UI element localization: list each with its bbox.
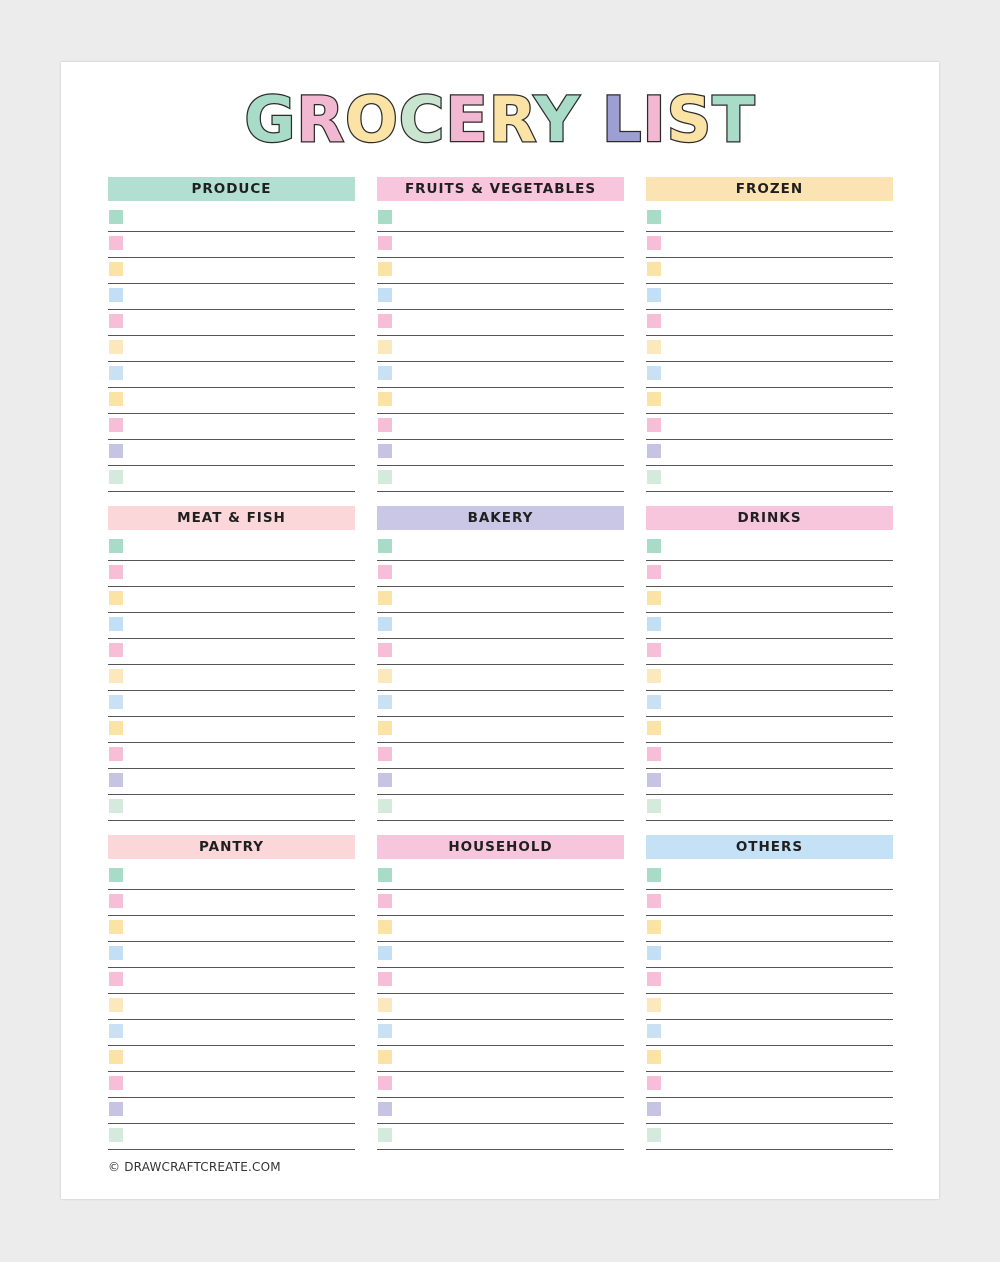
list-item[interactable]: [108, 717, 355, 743]
checkbox[interactable]: [647, 894, 661, 908]
checkbox[interactable]: [647, 591, 661, 605]
checkbox[interactable]: [378, 314, 392, 328]
checkbox[interactable]: [378, 1128, 392, 1142]
list-item[interactable]: [646, 691, 893, 717]
section-header: OTHERS: [646, 835, 893, 859]
list-item[interactable]: [108, 1046, 355, 1072]
checkbox[interactable]: [109, 262, 123, 276]
list-item[interactable]: [646, 890, 893, 916]
list-item[interactable]: [646, 743, 893, 769]
title-letter: O: [345, 83, 399, 156]
list-item[interactable]: [108, 691, 355, 717]
checkbox[interactable]: [378, 1102, 392, 1116]
list-item[interactable]: [646, 414, 893, 440]
checkbox[interactable]: [109, 799, 123, 813]
item-list: [108, 864, 355, 1150]
title-letter: I: [642, 83, 667, 156]
title-letter: E: [445, 83, 489, 156]
item-list: [108, 535, 355, 821]
checkbox[interactable]: [378, 565, 392, 579]
checkbox[interactable]: [647, 565, 661, 579]
checkbox[interactable]: [378, 1076, 392, 1090]
checkbox[interactable]: [647, 392, 661, 406]
checkbox[interactable]: [109, 392, 123, 406]
list-item[interactable]: [108, 310, 355, 336]
checkbox[interactable]: [378, 669, 392, 683]
checkbox[interactable]: [109, 539, 123, 553]
checkbox[interactable]: [647, 366, 661, 380]
list-item[interactable]: [646, 440, 893, 466]
checkbox[interactable]: [378, 868, 392, 882]
list-item[interactable]: [646, 362, 893, 388]
checkbox[interactable]: [109, 868, 123, 882]
section-produce: [108, 177, 355, 492]
section-bakery: [377, 506, 624, 821]
list-item[interactable]: [108, 336, 355, 362]
list-item[interactable]: [377, 587, 624, 613]
title-letter: R: [296, 83, 346, 156]
item-list: [377, 206, 624, 492]
checkbox[interactable]: [647, 868, 661, 882]
list-item[interactable]: [377, 466, 624, 492]
list-item[interactable]: [377, 310, 624, 336]
checkbox[interactable]: [378, 444, 392, 458]
checkbox[interactable]: [647, 972, 661, 986]
checkbox[interactable]: [109, 1050, 123, 1064]
checkbox[interactable]: [378, 1024, 392, 1038]
list-item[interactable]: [646, 310, 893, 336]
list-item[interactable]: [108, 466, 355, 492]
list-item[interactable]: [108, 613, 355, 639]
checkbox[interactable]: [378, 643, 392, 657]
list-item[interactable]: [377, 613, 624, 639]
checkbox[interactable]: [647, 1076, 661, 1090]
checkbox[interactable]: [109, 747, 123, 761]
list-item[interactable]: [108, 769, 355, 795]
checkbox[interactable]: [378, 1050, 392, 1064]
checkbox[interactable]: [109, 314, 123, 328]
list-item[interactable]: [108, 1020, 355, 1046]
list-item[interactable]: [646, 639, 893, 665]
checkbox[interactable]: [647, 444, 661, 458]
list-item[interactable]: [108, 795, 355, 821]
list-item[interactable]: [108, 535, 355, 561]
checkbox[interactable]: [647, 236, 661, 250]
checkbox[interactable]: [109, 643, 123, 657]
list-item[interactable]: [646, 466, 893, 492]
section-header: FRUITS & VEGETABLES: [377, 177, 624, 201]
checkbox[interactable]: [647, 288, 661, 302]
list-item[interactable]: [377, 362, 624, 388]
checkbox[interactable]: [109, 210, 123, 224]
list-item[interactable]: [377, 440, 624, 466]
checkbox[interactable]: [647, 998, 661, 1012]
section-household: [377, 835, 624, 1150]
list-item[interactable]: [646, 561, 893, 587]
checkbox[interactable]: [378, 972, 392, 986]
list-item[interactable]: [646, 795, 893, 821]
checkbox[interactable]: [378, 210, 392, 224]
list-item[interactable]: [108, 890, 355, 916]
list-item[interactable]: [108, 916, 355, 942]
list-item[interactable]: [108, 864, 355, 890]
list-item[interactable]: [377, 258, 624, 284]
list-item[interactable]: [646, 1046, 893, 1072]
section-header: DRINKS: [646, 506, 893, 530]
list-item[interactable]: [646, 1124, 893, 1150]
list-item[interactable]: [377, 414, 624, 440]
checkbox[interactable]: [378, 946, 392, 960]
checkbox[interactable]: [647, 773, 661, 787]
checkbox[interactable]: [378, 539, 392, 553]
list-item[interactable]: [108, 994, 355, 1020]
checkbox[interactable]: [647, 340, 661, 354]
section-header: PRODUCE: [108, 177, 355, 201]
checkbox[interactable]: [109, 1024, 123, 1038]
checkbox[interactable]: [647, 418, 661, 432]
checkbox[interactable]: [378, 799, 392, 813]
list-item[interactable]: [108, 232, 355, 258]
list-item[interactable]: [108, 743, 355, 769]
checkbox[interactable]: [109, 920, 123, 934]
checkbox[interactable]: [647, 643, 661, 657]
list-item[interactable]: [377, 1124, 624, 1150]
checkbox[interactable]: [378, 721, 392, 735]
list-item[interactable]: [108, 1072, 355, 1098]
list-item[interactable]: [108, 587, 355, 613]
list-item[interactable]: [377, 1072, 624, 1098]
checkbox[interactable]: [378, 392, 392, 406]
checkbox[interactable]: [109, 591, 123, 605]
checkbox[interactable]: [109, 1102, 123, 1116]
list-item[interactable]: [377, 942, 624, 968]
checkbox[interactable]: [109, 695, 123, 709]
list-item[interactable]: [646, 994, 893, 1020]
list-item[interactable]: [108, 942, 355, 968]
checkbox[interactable]: [378, 236, 392, 250]
checkbox[interactable]: [647, 539, 661, 553]
checkbox[interactable]: [647, 669, 661, 683]
list-item[interactable]: [646, 232, 893, 258]
list-item[interactable]: [108, 1098, 355, 1124]
list-item[interactable]: [377, 206, 624, 232]
list-item[interactable]: [377, 639, 624, 665]
list-item[interactable]: [377, 795, 624, 821]
checkbox[interactable]: [109, 669, 123, 683]
list-item[interactable]: [108, 284, 355, 310]
section-header: HOUSEHOLD: [377, 835, 624, 859]
checkbox[interactable]: [378, 920, 392, 934]
list-item[interactable]: [646, 587, 893, 613]
list-item[interactable]: [108, 639, 355, 665]
checkbox[interactable]: [647, 617, 661, 631]
list-item[interactable]: [377, 665, 624, 691]
list-item[interactable]: [646, 336, 893, 362]
list-item[interactable]: [377, 864, 624, 890]
checkbox[interactable]: [378, 998, 392, 1012]
list-item[interactable]: [377, 968, 624, 994]
item-list: [377, 535, 624, 821]
checkbox[interactable]: [109, 1128, 123, 1142]
list-item[interactable]: [377, 717, 624, 743]
checkbox[interactable]: [647, 946, 661, 960]
section-header: MEAT & FISH: [108, 506, 355, 530]
section-fruits-vegetables: [377, 177, 624, 492]
list-item[interactable]: [646, 968, 893, 994]
checkbox[interactable]: [109, 617, 123, 631]
list-item[interactable]: [377, 1046, 624, 1072]
list-item[interactable]: [646, 942, 893, 968]
checkbox[interactable]: [109, 565, 123, 579]
list-item[interactable]: [377, 336, 624, 362]
list-item[interactable]: [377, 916, 624, 942]
checkbox[interactable]: [109, 340, 123, 354]
checkbox[interactable]: [378, 773, 392, 787]
checkbox[interactable]: [647, 470, 661, 484]
checkbox[interactable]: [109, 366, 123, 380]
list-item[interactable]: [108, 665, 355, 691]
item-list: [646, 206, 893, 492]
checkbox[interactable]: [378, 470, 392, 484]
list-item[interactable]: [646, 613, 893, 639]
checkbox[interactable]: [647, 210, 661, 224]
list-item[interactable]: [377, 1020, 624, 1046]
checkbox[interactable]: [109, 946, 123, 960]
list-item[interactable]: [646, 284, 893, 310]
checkbox[interactable]: [109, 418, 123, 432]
list-item[interactable]: [377, 769, 624, 795]
title-letter: T: [712, 83, 756, 156]
checkbox[interactable]: [378, 591, 392, 605]
title-letter: L: [601, 83, 643, 156]
checkbox[interactable]: [647, 747, 661, 761]
checkbox[interactable]: [647, 799, 661, 813]
list-item[interactable]: [646, 717, 893, 743]
list-item[interactable]: [646, 769, 893, 795]
title-letter: G: [244, 83, 297, 156]
title-letter: C: [398, 83, 446, 156]
checkbox[interactable]: [109, 998, 123, 1012]
checkbox[interactable]: [378, 617, 392, 631]
checkbox[interactable]: [109, 1076, 123, 1090]
list-item[interactable]: [646, 1098, 893, 1124]
section-frozen: [646, 177, 893, 492]
checkbox[interactable]: [109, 773, 123, 787]
item-list: [646, 535, 893, 821]
copyright-footer: © DRAWCRAFTCREATE.COM: [108, 1160, 281, 1174]
checkbox[interactable]: [647, 314, 661, 328]
section-header: BAKERY: [377, 506, 624, 530]
checkbox[interactable]: [647, 695, 661, 709]
list-item[interactable]: [108, 968, 355, 994]
checkbox[interactable]: [109, 721, 123, 735]
list-item[interactable]: [108, 258, 355, 284]
checkbox[interactable]: [647, 1102, 661, 1116]
list-item[interactable]: [377, 994, 624, 1020]
page-title: [0, 84, 1000, 156]
list-item[interactable]: [377, 743, 624, 769]
checkbox[interactable]: [647, 262, 661, 276]
checkbox[interactable]: [378, 418, 392, 432]
section-drinks: [646, 506, 893, 821]
list-item[interactable]: [108, 362, 355, 388]
title-letter: R: [488, 83, 535, 156]
list-item[interactable]: [377, 284, 624, 310]
checkbox[interactable]: [647, 1050, 661, 1064]
checkbox[interactable]: [378, 894, 392, 908]
item-list: [108, 206, 355, 492]
checkbox[interactable]: [647, 1128, 661, 1142]
list-item[interactable]: [377, 388, 624, 414]
checkbox[interactable]: [378, 340, 392, 354]
checkbox[interactable]: [378, 288, 392, 302]
list-item[interactable]: [377, 890, 624, 916]
list-item[interactable]: [646, 206, 893, 232]
checkbox[interactable]: [378, 366, 392, 380]
list-item[interactable]: [646, 388, 893, 414]
section-pantry: [108, 835, 355, 1150]
list-item[interactable]: [377, 1098, 624, 1124]
checkbox[interactable]: [647, 1024, 661, 1038]
section-meat-fish: [108, 506, 355, 821]
list-item[interactable]: [646, 864, 893, 890]
list-item[interactable]: [646, 665, 893, 691]
section-header: PANTRY: [108, 835, 355, 859]
title-letter: S: [666, 83, 713, 156]
checkbox[interactable]: [378, 695, 392, 709]
checkbox[interactable]: [109, 444, 123, 458]
checkbox[interactable]: [109, 288, 123, 302]
list-item[interactable]: [646, 1020, 893, 1046]
section-header: FROZEN: [646, 177, 893, 201]
title-letter: Y: [534, 83, 580, 156]
list-item[interactable]: [646, 916, 893, 942]
list-item[interactable]: [108, 561, 355, 587]
checkbox[interactable]: [109, 470, 123, 484]
list-item[interactable]: [646, 1072, 893, 1098]
checkbox[interactable]: [109, 972, 123, 986]
list-item[interactable]: [377, 232, 624, 258]
list-item[interactable]: [108, 1124, 355, 1150]
list-item[interactable]: [377, 535, 624, 561]
item-list: [377, 864, 624, 1150]
item-list: [646, 864, 893, 1150]
list-item[interactable]: [108, 206, 355, 232]
checkbox[interactable]: [109, 236, 123, 250]
list-item[interactable]: [377, 691, 624, 717]
list-item[interactable]: [108, 414, 355, 440]
checkbox[interactable]: [109, 894, 123, 908]
list-item[interactable]: [108, 388, 355, 414]
list-item[interactable]: [377, 561, 624, 587]
list-item[interactable]: [646, 535, 893, 561]
checkbox[interactable]: [378, 747, 392, 761]
section-others: [646, 835, 893, 1150]
checkbox[interactable]: [378, 262, 392, 276]
checkbox[interactable]: [647, 721, 661, 735]
list-item[interactable]: [646, 258, 893, 284]
list-item[interactable]: [108, 440, 355, 466]
checkbox[interactable]: [647, 920, 661, 934]
